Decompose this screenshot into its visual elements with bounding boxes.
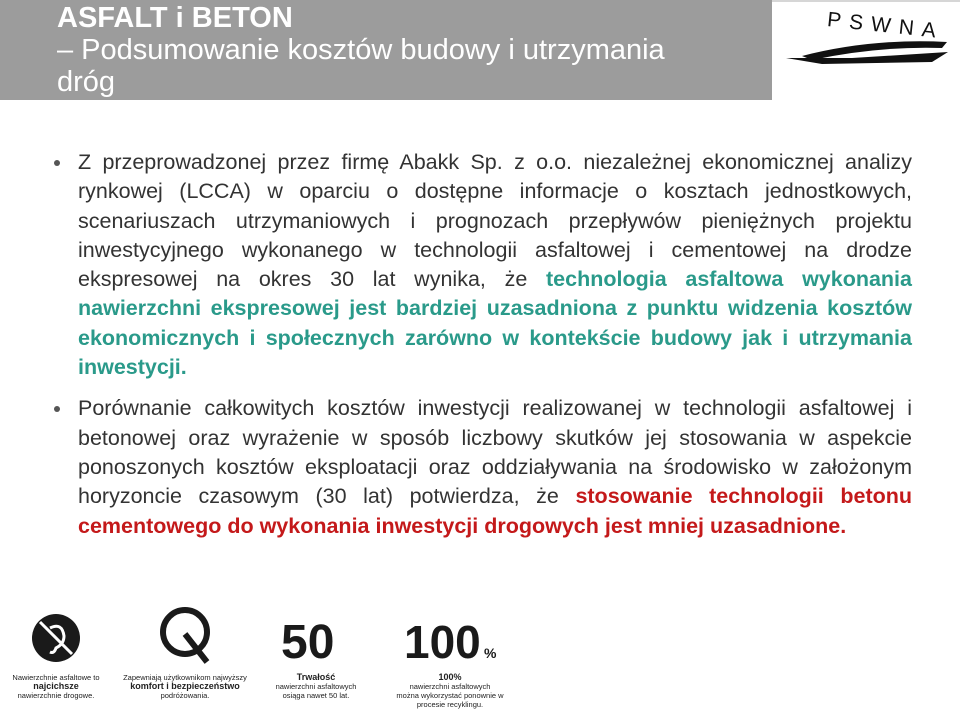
badge-line2: najcichsze (33, 681, 79, 691)
bullet-item-analysis (52, 148, 912, 382)
svg-text:100: 100 (404, 616, 481, 666)
bullet-item-comparison (52, 394, 912, 540)
bullet-dot-icon (54, 406, 60, 412)
quality-q-icon (155, 604, 215, 666)
bullet-dot-icon (54, 160, 60, 166)
fifty-icon (279, 612, 353, 666)
bullet-list (52, 148, 912, 553)
badge-line3: nawierzchnie drogowe. (17, 691, 95, 700)
bullet-highlight: technologia asfaltowa wykonania nawierzchni ekspresowej jest bardziej uzasadniona z punktu widzenia kosztów ekonomicznych i społecznych zarówno w kontekście budowy jak i utrzymania inwestycji. (78, 267, 912, 380)
title-line-2: – Podsumowanie kosztów budowy i utrzymania (57, 34, 665, 66)
hundred-percent-icon (400, 612, 500, 666)
bullet-highlight: stosowanie technologii betonu cementowego do wykonania inwestycji drogowych jest mniej uzasadnione. (78, 484, 913, 538)
badge-recycling (394, 612, 506, 709)
badge-line2: nawierzchni asfaltowych (409, 682, 491, 691)
svg-text:%: % (484, 645, 497, 661)
logo-text: PSWNA (826, 8, 945, 44)
title-line-3: dróg (57, 66, 116, 98)
bullet-text: Porównanie całkowitych kosztów inwestycji realizowanej w technologii asfaltowej i betonowej oraz wyrażenie w sposób liczbowy skutków jej stosowania w aspekcie ponoszonych kosztów eksploatacji oraz oddziaływania na środowisko w założonym horyzoncie czasowym (30 lat) potwierdza, że (78, 396, 912, 509)
quiet-ear-icon (28, 610, 84, 666)
badge-line1: Zapewniają użytkownikom najwyższy (123, 673, 247, 682)
badge-line2: komfort i bezpieczeństwo (130, 681, 240, 691)
page-title (57, 2, 757, 98)
badge-line1: 100% (438, 672, 462, 682)
footer-badges (0, 600, 960, 709)
badge-line3: osiąga nawet 50 lat. (282, 691, 350, 700)
badge-line1: Nawierzchnie asfaltowe to (12, 673, 100, 682)
header-divider (772, 0, 960, 2)
bullet-text: Z przeprowadzonej przez firmę Abakk Sp. z o.o. niezależnej ekonomicznej analizy rynkowej (LCCA) w oparciu o dostępne informacje o kosztach jednostkowych, scenariuszach utrzymaniowych i prognozach przepływów pieniężnych projektu inwestycyjnego wykonanego w technologii asfaltowej i cementowej na drodze ekspresowej na okres 30 lat wynika, że (78, 150, 912, 292)
badge-comfort (122, 604, 248, 700)
badge-line1: Trwałość (296, 672, 336, 682)
badge-line2: nawierzchni asfaltowych (275, 682, 357, 691)
badge-quiet (6, 610, 106, 700)
badge-durability (266, 612, 366, 700)
title-line-1: ASFALT i BETON (57, 2, 293, 34)
svg-text:50: 50 (281, 616, 335, 666)
badge-line3: można wykorzystać ponownie w procesie recyklingu. (396, 691, 504, 709)
badge-line3: podróżowania. (160, 691, 210, 700)
